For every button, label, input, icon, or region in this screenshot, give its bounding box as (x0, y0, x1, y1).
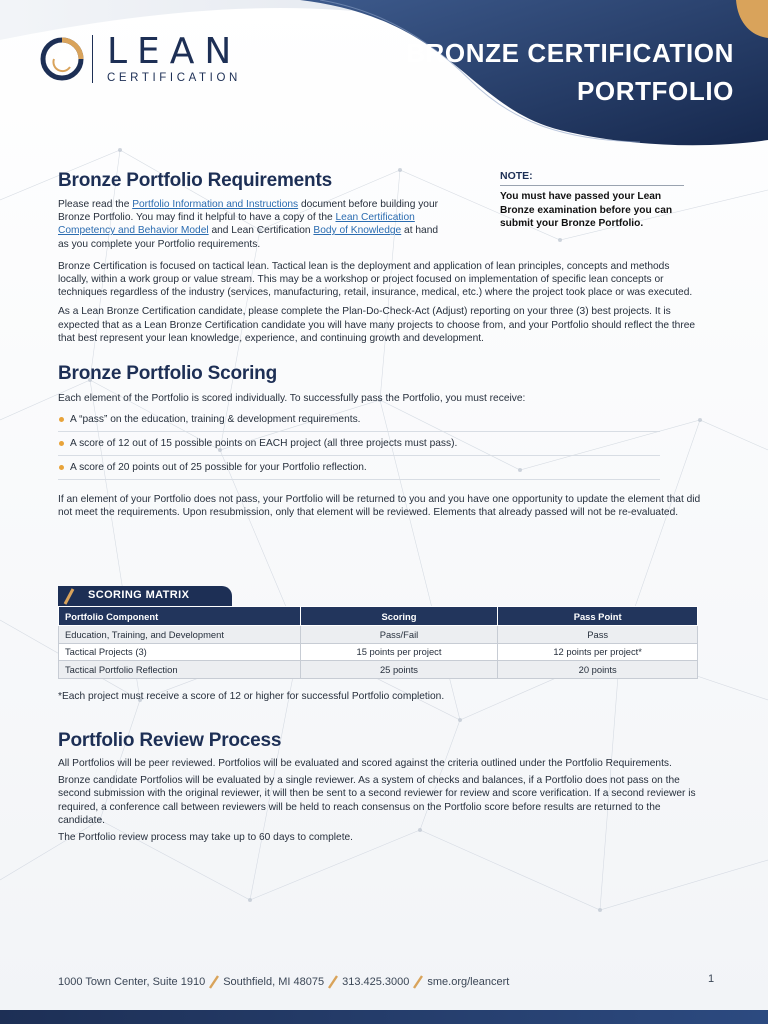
scoring-bullet-2: A score of 12 out of 15 possible points on EACH project (all three projects must pass). (58, 432, 660, 456)
document-title (406, 34, 734, 110)
scoring-intro: Each element of the Portfolio is scored individually. To successfully pass the Portfolio, you must receive: (58, 393, 526, 405)
review-paragraph-1: All Portfolios will be peer reviewed. Portfolios will be evaluated and scored against the criteria outlined under the Portfolio Requirements. (58, 758, 672, 769)
requirements-paragraph-3: As a Lean Bronze Certification candidate, please complete the Plan-Do-Check-Act (Adjust) reporting on your three (3) best projects. It is expected that as a Lean Bronze Certification candidate you will have many projects to choose from, and your Portfolio should reflect the three that best represent your lean knowledge, experience, and continuing growth and development. (58, 306, 696, 344)
logo-divider (92, 35, 93, 83)
bottom-bar (0, 1010, 768, 1024)
requirements-paragraph-1 (58, 198, 450, 251)
cell-pass-point: 12 points per project* (498, 643, 698, 661)
footer-contact (58, 975, 509, 989)
table-header-row (59, 607, 698, 626)
logo-subtitle: CERTIFICATION (107, 72, 241, 84)
scoring-matrix-table (58, 606, 698, 679)
body-of-knowledge-link[interactable]: Body of Knowledge (313, 225, 402, 237)
table-row (59, 661, 698, 679)
title-line-1: BRONZE CERTIFICATION (406, 38, 734, 68)
cell-component: Tactical Portfolio Reflection (59, 661, 301, 679)
requirements-paragraph-2: Bronze Certification is focused on tactical lean. Tactical lean is the deployment and application of lean principles, concepts and methods locally, within a work group or value stream. This may be a workshop or project focused on implementation of specific lean concepts or techniques regardless of the industry (services, manufacturing, retail, insurance, medical, etc.) where the project took place or was executed. (58, 260, 693, 299)
footer-slash-icon (207, 975, 221, 989)
requirements-text-d: at hand as you complete your Portfolio requirements. (58, 225, 439, 250)
footer-slash-icon (326, 975, 340, 989)
cell-component: Education, Training, and Development (59, 626, 301, 644)
review-paragraph-3: The Portfolio review process may take up to 60 days to complete. (58, 832, 354, 844)
cell-scoring: 25 points (300, 661, 498, 679)
requirements-text-c: and Lean Certification (208, 225, 314, 237)
requirements-text-a: Please read the (58, 199, 133, 210)
header-component: Portfolio Component (59, 607, 301, 626)
footer-city: Southfield, MI 48075 (223, 976, 325, 988)
cell-pass-point: 20 points (498, 661, 698, 679)
review-heading: Portfolio Review Process (58, 730, 282, 751)
header-pass-point: Pass Point (498, 607, 698, 626)
table-row (59, 626, 698, 644)
title-line-2: PORTFOLIO (576, 76, 734, 106)
header-scoring: Scoring (300, 607, 498, 626)
requirements-heading: Bronze Portfolio Requirements (58, 170, 332, 191)
footer-slash-icon (411, 975, 425, 989)
footer-address: 1000 Town Center, Suite 1910 (58, 976, 206, 988)
scoring-bullet-1: A “pass” on the education, training & development requirements. (58, 408, 660, 432)
lean-certification-logo (40, 31, 242, 84)
scoring-bullet-3: A score of 20 points out of 25 possible for your Portfolio reflection. (58, 456, 660, 480)
scoring-bullets (58, 408, 660, 480)
table-row (59, 643, 698, 661)
cell-scoring: Pass/Fail (300, 626, 498, 644)
note-label: NOTE: (500, 170, 684, 186)
cell-component: Tactical Projects (3) (59, 643, 301, 661)
logo-crescent-icon (40, 35, 84, 83)
main-content (58, 168, 702, 520)
cell-pass-point: Pass (498, 626, 698, 644)
portfolio-instructions-link[interactable]: Portfolio Information and Instructions (132, 199, 299, 210)
scoring-matrix-tab: SCORING MATRIX (58, 586, 232, 606)
cell-scoring: 15 points per project (300, 643, 498, 661)
page-number: 1 (708, 973, 715, 985)
requirements-text-b: document before building your Bronze Portfolio. You may find it helpful to have a copy of the (58, 199, 439, 224)
competency-model-link[interactable]: Lean Certification Competency and Behavior Model (58, 212, 415, 237)
gold-slash-icon (62, 586, 76, 606)
scoring-heading: Bronze Portfolio Scoring (58, 363, 277, 385)
footer-website[interactable]: sme.org/leancert (427, 976, 510, 988)
logo-word: LEAN (107, 31, 242, 72)
footer-phone: 313.425.3000 (342, 976, 410, 988)
note-text: You must have passed your Lean Bronze examination before you can submit your Bronze Portfolio. (500, 191, 673, 229)
matrix-footnote: *Each project must receive a score of 12 or higher for successful Portfolio completion. (58, 691, 445, 702)
review-section (58, 730, 702, 844)
review-paragraph-2: Bronze candidate Portfolios will be evaluated by a single reviewer. As a system of checks and balances, if a Portfolio does not pass on the second submission with the original reviewer, it will then be sent to a second reviewer for review and score verification. If a second reviewer is required, a conference call between reviewers will be held to reach consensus on the Portfolio score before results are returned to the candidate. (58, 775, 696, 826)
scoring-resubmission-text: If an element of your Portfolio does not pass, your Portfolio will be returned to you and you have one opportunity to update the element that did not meet the requirements. Upon resubmission, only that element will be reviewed. Elements that already passed will not be re-evaluated. (58, 494, 701, 519)
